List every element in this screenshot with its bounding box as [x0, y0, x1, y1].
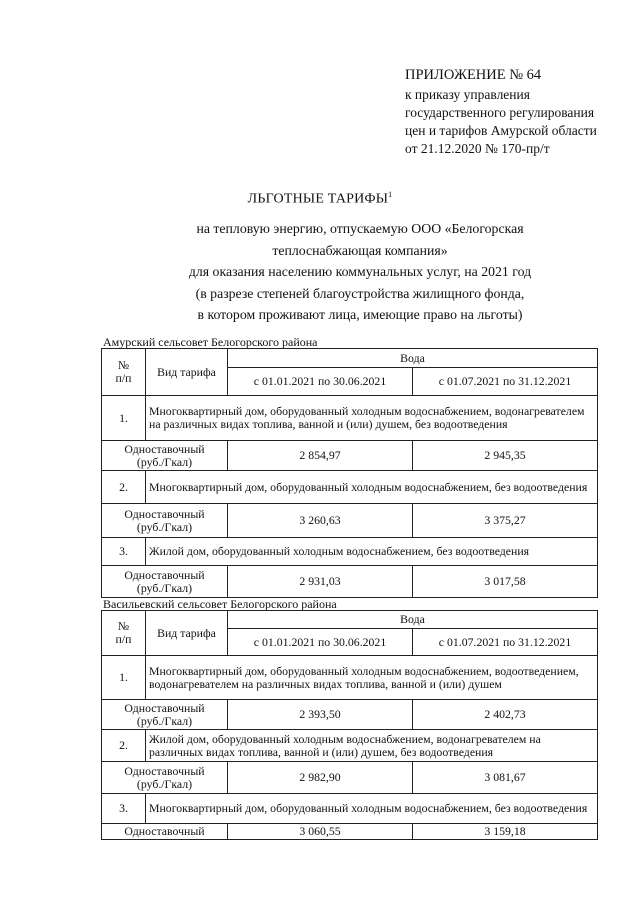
row-description: Жилой дом, оборудованный холодным водоснабжением, водонагревателем на различных видах топлива, ванной и (или) душем, без водоотведения — [146, 730, 598, 762]
tariff-value-period-1: 2 982,90 — [228, 762, 413, 794]
tariff-value-period-2: 3 017,58 — [413, 566, 598, 598]
row-number: 3. — [102, 538, 146, 566]
row-description: Многоквартирный дом, оборудованный холодным водоснабжением, водонагревателем на различных видах топлива, ванной и (или) душем, без водоотведения — [146, 396, 598, 441]
subtitle-line: в котором проживают лица, имеющие право на льготы) — [197, 307, 523, 322]
tariff-value-period-2: 3 375,27 — [413, 504, 598, 538]
header-num: № п/п — [102, 611, 146, 656]
row-number: 1. — [102, 396, 146, 441]
tariff-value-period-2: 3 159,18 — [413, 824, 598, 840]
appendix-line: к приказу управления — [405, 87, 530, 102]
header-tariff-type: Вид тарифа — [146, 611, 228, 656]
row-number: 3. — [102, 794, 146, 824]
header-period-2: с 01.07.2021 по 31.12.2021 — [413, 629, 598, 656]
row-description: Жилой дом, оборудованный холодным водоснабжением, без водоотведения — [146, 538, 598, 566]
row-number: 2. — [102, 730, 146, 762]
document-subtitle — [150, 218, 570, 326]
tariff-label: Одноставочный (руб./Гкал) — [102, 566, 228, 598]
tariff-table-vasilyevsky — [101, 610, 598, 840]
row-description: Многоквартирный дом, оборудованный холодным водоснабжением, без водоотведения — [146, 471, 598, 504]
tariff-value-period-1: 2 931,03 — [228, 566, 413, 598]
header-water: Вода — [228, 611, 598, 629]
document-title — [0, 190, 640, 208]
subtitle-line: (в разрезе степеней благоустройства жилищного фонда, — [195, 285, 525, 301]
tariff-value-period-1: 2 854,97 — [228, 441, 413, 471]
appendix-block — [405, 66, 635, 158]
header-period-1: с 01.01.2021 по 30.06.2021 — [228, 629, 413, 656]
header-period-1: с 01.01.2021 по 30.06.2021 — [228, 368, 413, 396]
tariff-label: Одноставочный — [102, 824, 228, 840]
section-title-amursky: Амурский сельсовет Белогорского района — [103, 335, 318, 349]
header-period-2: с 01.07.2021 по 31.12.2021 — [413, 368, 598, 396]
tariff-value-period-1: 2 393,50 — [228, 700, 413, 730]
tariff-table-amursky — [101, 348, 598, 598]
subtitle-line: теплоснабжающая компания» — [272, 242, 448, 258]
appendix-line: цен и тарифов Амурской области — [405, 123, 597, 138]
subtitle-line: на тепловую энергию, отпускаемую ООО «Белогорская — [196, 221, 524, 236]
row-description: Многоквартирный дом, оборудованный холодным водоснабжением, без водоотведения — [146, 794, 598, 824]
tariff-value-period-2: 2 945,35 — [413, 441, 598, 471]
tariff-label: Одноставочный (руб./Гкал) — [102, 762, 228, 794]
tariff-label: Одноставочный (руб./Гкал) — [102, 441, 228, 471]
subtitle-line: для оказания населению коммунальных услуг, на 2021 год — [188, 264, 532, 279]
tariff-value-period-2: 3 081,67 — [413, 762, 598, 794]
tariff-label: Одноставочный (руб./Гкал) — [102, 504, 228, 538]
document-title-text: ЛЬГОТНЫЕ ТАРИФЫ — [247, 191, 389, 207]
header-num: № п/п — [102, 349, 146, 396]
appendix-number: ПРИЛОЖЕНИЕ № 64 — [405, 67, 542, 83]
appendix-line: от 21.12.2020 № 170-пр/т — [405, 141, 550, 156]
tariff-label: Одноставочный (руб./Гкал) — [102, 700, 228, 730]
header-tariff-type: Вид тарифа — [146, 349, 228, 396]
row-number: 2. — [102, 471, 146, 504]
appendix-line: государственного регулирования — [405, 105, 595, 120]
tariff-value-period-1: 3 260,63 — [228, 504, 413, 538]
tariff-value-period-2: 2 402,73 — [413, 700, 598, 730]
footnote-mark: 1 — [388, 190, 393, 199]
row-number: 1. — [102, 656, 146, 700]
section-title-vasilyevsky: Васильевский сельсовет Белогорского района — [103, 597, 337, 611]
tariff-value-period-1: 3 060,55 — [228, 824, 413, 840]
row-description: Многоквартирный дом, оборудованный холодным водоснабжением, водоотведением, водонагревателем на различных видах топлива, ванной и (или) душем — [146, 656, 598, 700]
header-water: Вода — [228, 349, 598, 368]
